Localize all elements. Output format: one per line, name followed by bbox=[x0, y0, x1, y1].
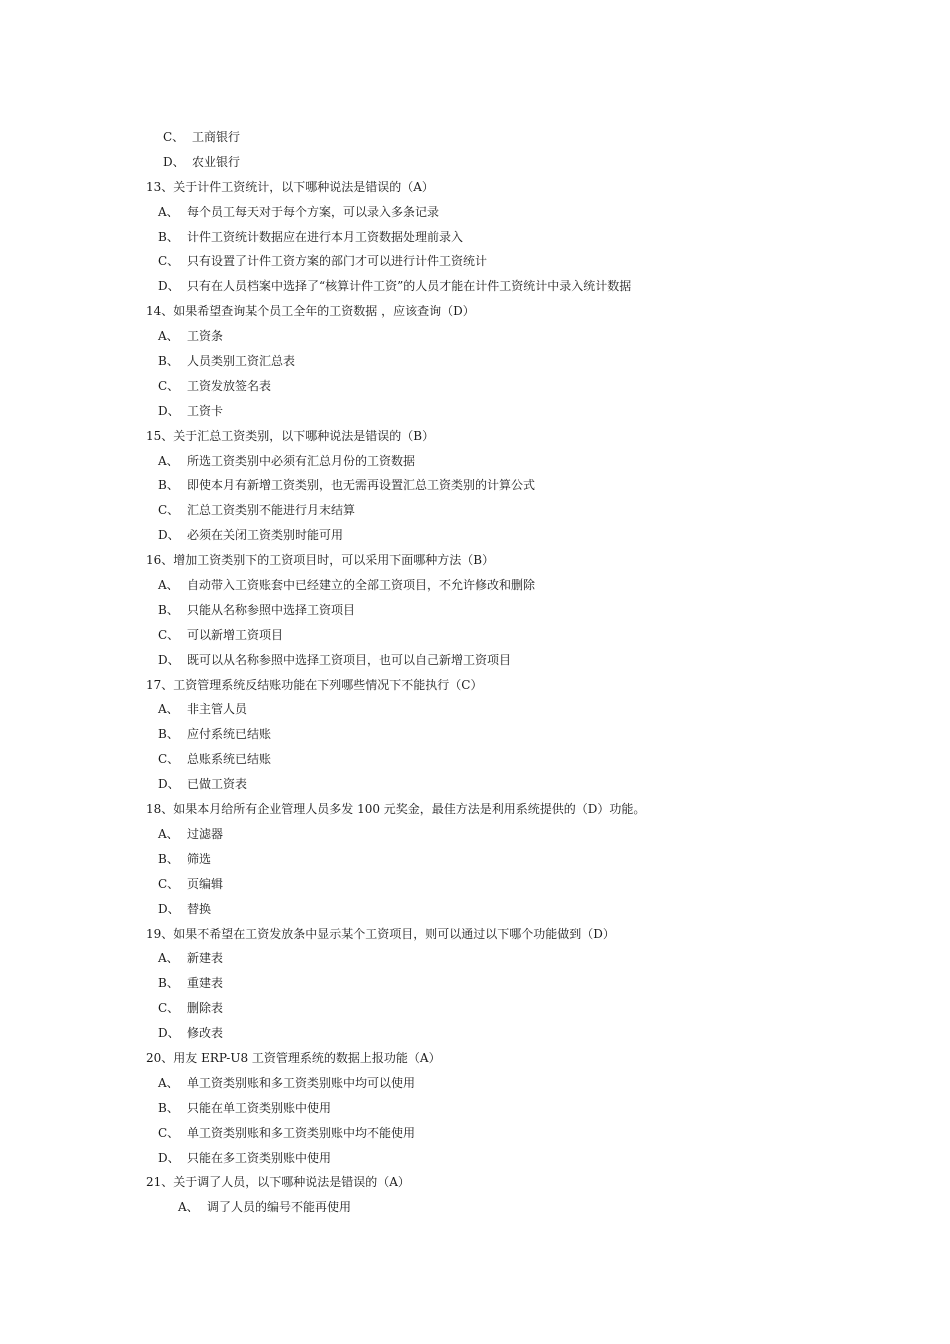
answer-option bbox=[0, 399, 950, 424]
option-text: 所选工资类别中必须有汇总月份的工资数据 bbox=[187, 453, 416, 468]
option-label: C、 bbox=[158, 752, 180, 767]
option-label: A、 bbox=[158, 453, 179, 468]
question-text: 20、用友 ERP-U8 工资管理系统的数据上报功能（A） bbox=[146, 1050, 441, 1065]
option-label: A、 bbox=[178, 1200, 199, 1215]
answer-option bbox=[0, 946, 950, 971]
option-text: 单工资类别账和多工资类别账中均可以使用 bbox=[187, 1075, 416, 1090]
option-text: 汇总工资类别不能进行月末结算 bbox=[187, 503, 356, 518]
option-text: 筛选 bbox=[187, 851, 212, 866]
answer-option bbox=[0, 971, 950, 996]
question-text: 21、关于调了人员，以下哪种说法是错误的（A） bbox=[146, 1175, 410, 1190]
answer-option bbox=[0, 523, 950, 548]
option-text: 人员类别工资汇总表 bbox=[187, 354, 296, 369]
option-text: 工资卡 bbox=[187, 403, 224, 418]
answer-option bbox=[0, 573, 950, 598]
option-label: A、 bbox=[158, 204, 179, 219]
option-text: 农业银行 bbox=[192, 154, 241, 169]
question-text: 19、如果不希望在工资发放条中显示某个工资项目，则可以通过以下哪个功能做到（D） bbox=[146, 926, 615, 941]
option-text: 应付系统已结账 bbox=[187, 727, 272, 742]
option-label: B、 bbox=[158, 354, 179, 369]
question-text: 17、工资管理系统反结账功能在下列哪些情况下不能执行（C） bbox=[146, 677, 483, 692]
answer-option bbox=[0, 324, 950, 349]
option-text: 总账系统已结账 bbox=[187, 752, 272, 767]
option-label: A、 bbox=[158, 826, 179, 841]
option-label: C、 bbox=[158, 378, 180, 393]
answer-option bbox=[0, 225, 950, 250]
option-text: 只有设置了计件工资方案的部门才可以进行计件工资统计 bbox=[187, 254, 488, 269]
option-text: 非主管人员 bbox=[187, 702, 248, 717]
option-label: A、 bbox=[158, 951, 179, 966]
answer-option bbox=[0, 150, 950, 175]
option-text: 调了人员的编号不能再使用 bbox=[207, 1200, 352, 1215]
option-label: B、 bbox=[158, 602, 179, 617]
answer-option bbox=[0, 872, 950, 897]
answer-option bbox=[0, 125, 950, 150]
option-text: 每个员工每天对于每个方案，可以录入多条记录 bbox=[187, 204, 440, 219]
option-text: 只能在单工资类别账中使用 bbox=[187, 1100, 332, 1115]
answer-option bbox=[0, 648, 950, 673]
option-label: B、 bbox=[158, 229, 179, 244]
option-label: C、 bbox=[158, 1125, 180, 1140]
option-label: B、 bbox=[158, 976, 179, 991]
question-list bbox=[0, 125, 950, 1220]
question-text: 16、增加工资类别下的工资项目时，可以采用下面哪种方法（B） bbox=[146, 553, 495, 568]
question-text: 13、关于计件工资统计，以下哪种说法是错误的（A） bbox=[146, 179, 434, 194]
option-label: D、 bbox=[158, 652, 180, 667]
answer-option bbox=[0, 1071, 950, 1096]
option-label: B、 bbox=[158, 1100, 179, 1115]
option-text: 必须在关闭工资类别时能可用 bbox=[187, 528, 344, 543]
answer-option bbox=[0, 697, 950, 722]
option-label: D、 bbox=[158, 1026, 180, 1041]
answer-option bbox=[0, 249, 950, 274]
option-text: 修改表 bbox=[187, 1026, 224, 1041]
option-label: D、 bbox=[158, 901, 180, 916]
option-label: A、 bbox=[158, 1075, 179, 1090]
option-text: 工资条 bbox=[187, 329, 224, 344]
answer-option bbox=[0, 847, 950, 872]
option-text: 新建表 bbox=[187, 951, 224, 966]
answer-option bbox=[0, 996, 950, 1021]
question-text: 14、如果希望查询某个员工全年的工资数据 ，应该查询（D） bbox=[146, 304, 475, 319]
option-text: 已做工资表 bbox=[187, 777, 248, 792]
answer-option bbox=[0, 1021, 950, 1046]
option-label: A、 bbox=[158, 329, 179, 344]
answer-option bbox=[0, 1096, 950, 1121]
option-label: D、 bbox=[158, 1150, 180, 1165]
question-text: 15、关于汇总工资类别，以下哪种说法是错误的（B） bbox=[146, 428, 435, 443]
option-text: 可以新增工资项目 bbox=[187, 627, 284, 642]
option-label: D、 bbox=[158, 777, 180, 792]
option-label: A、 bbox=[158, 578, 179, 593]
option-label: C、 bbox=[163, 130, 185, 144]
answer-option bbox=[0, 897, 950, 922]
answer-option bbox=[0, 1146, 950, 1171]
option-text: 过滤器 bbox=[187, 826, 224, 841]
option-label: D、 bbox=[163, 154, 185, 169]
answer-option bbox=[0, 772, 950, 797]
answer-option bbox=[0, 200, 950, 225]
option-label: C、 bbox=[158, 627, 180, 642]
option-label: B、 bbox=[158, 478, 179, 493]
answer-option bbox=[0, 374, 950, 399]
option-label: B、 bbox=[158, 851, 179, 866]
option-text: 单工资类别账和多工资类别账中均不能使用 bbox=[187, 1125, 416, 1140]
option-label: A、 bbox=[158, 702, 179, 717]
option-text: 删除表 bbox=[187, 1001, 224, 1016]
option-text: 只有在人员档案中选择了“核算计件工资”的人员才能在计件工资统计中录入统计数据 bbox=[187, 279, 632, 294]
option-text: 页编辑 bbox=[187, 876, 224, 891]
option-label: C、 bbox=[158, 876, 180, 891]
option-label: D、 bbox=[158, 403, 180, 418]
option-label: D、 bbox=[158, 279, 180, 294]
option-text: 工资发放签名表 bbox=[187, 378, 272, 393]
option-label: C、 bbox=[158, 254, 180, 269]
answer-option bbox=[0, 747, 950, 772]
option-text: 自动带入工资账套中已经建立的全部工资项目，不允许修改和删除 bbox=[187, 578, 536, 593]
option-text: 只能从名称参照中选择工资项目 bbox=[187, 602, 356, 617]
option-text: 计件工资统计数据应在进行本月工资数据处理前录入 bbox=[187, 229, 464, 244]
option-text: 既可以从名称参照中选择工资项目，也可以自己新增工资项目 bbox=[187, 652, 512, 667]
option-text: 重建表 bbox=[187, 976, 224, 991]
answer-option bbox=[0, 1195, 950, 1220]
option-text: 只能在多工资类别账中使用 bbox=[187, 1150, 332, 1165]
answer-option bbox=[0, 623, 950, 648]
answer-option bbox=[0, 822, 950, 847]
option-text: 替换 bbox=[187, 901, 212, 916]
option-text: 即使本月有新增工资类别，也无需再设置汇总工资类别的计算公式 bbox=[187, 478, 536, 493]
option-label: C、 bbox=[158, 1001, 180, 1016]
answer-option bbox=[0, 349, 950, 374]
option-label: B、 bbox=[158, 727, 179, 742]
option-label: C、 bbox=[158, 503, 180, 518]
answer-option bbox=[0, 473, 950, 498]
answer-option bbox=[0, 598, 950, 623]
answer-option bbox=[0, 1121, 950, 1146]
answer-option bbox=[0, 498, 950, 523]
option-text: 工商银行 bbox=[192, 130, 241, 144]
answer-option bbox=[0, 722, 950, 747]
question-text: 18、如果本月给所有企业管理人员多发 100 元奖金，最佳方法是利用系统提供的（D）功能。 bbox=[146, 802, 646, 817]
answer-option bbox=[0, 274, 950, 299]
answer-option bbox=[0, 449, 950, 474]
option-label: D、 bbox=[158, 528, 180, 543]
